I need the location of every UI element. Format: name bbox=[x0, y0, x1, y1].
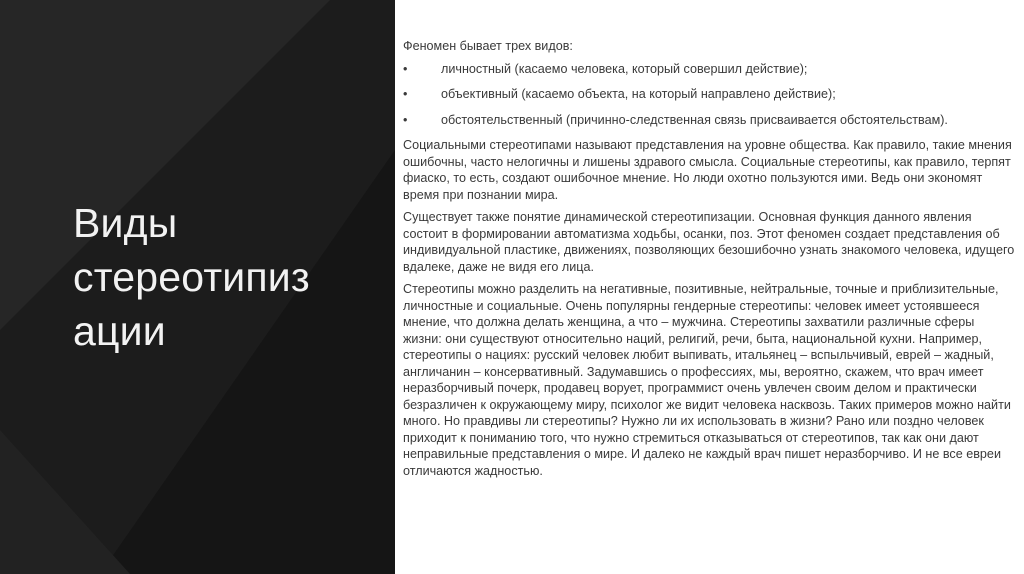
list-item bbox=[403, 112, 1015, 129]
list-item-text: объективный (касаемо объекта, на который направлено действие); bbox=[441, 87, 836, 101]
paragraph-social-stereotypes: Социальными стереотипами называют представления на уровне общества. Как правило, такие мнения ошибочны, часто нелогичны и лишены здравого смысла. Социальные стереотипы, как правило, терпят фиаско, то есть, создают ошибочное мнение. Но люди охотно пользуются ими. Ведь они экономят время при познании мира. bbox=[403, 138, 1012, 202]
title-line-1: Виды bbox=[73, 200, 178, 246]
slide-title bbox=[73, 196, 383, 358]
title-line-3: ации bbox=[73, 308, 166, 354]
title-line-2: стереотипиз bbox=[73, 254, 310, 300]
paragraph-dynamic-stereotyping: Существует также понятие динамической стереотипизации. Основная функция данного явления состоит в формировании автоматизма ходьбы, осанки, поз. Этот феномен создает представления об индивидуальной пластике, движениях, позволяющих безошибочно узнать знакомого человека, идущего вдалеке, даже не видя его лица. bbox=[403, 210, 1015, 274]
intro-text: Феномен бывает трех видов: bbox=[403, 39, 573, 53]
paragraph-stereotype-types: Стереотипы можно разделить на негативные, позитивные, нейтральные, точные и приблизительные, личностные и социальные. Очень популярны гендерные стереотипы: человек имеет устоявшееся мнение, что должна делать женщина, а что – мужчина. Стереотипы захватили различные сферы жизни: они существуют относительно наций, религий, речи, быта, национальной кухни. Например, стереотипы о нациях: русский человек любит выпивать, итальянец – вспыльчивый, еврей – жадный, англичанин – консервативный. Задумавшись о профессиях, мы, вероятно, скажем, что врач имеет неразборчивый почерк, продавец ворует, программист очень увлечен своим делом и практически безразличен к окружающему миру, психолог же видит человека насквозь. Таких примеров можно найти много. Но правдивы ли стереотипы? Нужно ли их использовать в жизни? Рано или поздно человек приходит к пониманию того, что нужно стремиться отказываться от стереотипов, так как они дают неправильные представления о мире. И далеко не каждый врач пишет неразборчиво. И не все евреи отличаются жадностью. bbox=[403, 282, 1011, 478]
list-item bbox=[403, 61, 1015, 78]
title-panel bbox=[0, 0, 395, 574]
bullet-dot-icon: • bbox=[403, 112, 408, 127]
list-item-text: обстоятельственный (причинно-следственная связь присваивается обстоятельствам). bbox=[441, 112, 948, 127]
phenomenon-types-list bbox=[403, 61, 1015, 129]
list-item-text: личностный (касаемо человека, который совершил действие); bbox=[441, 61, 808, 76]
list-item bbox=[403, 86, 1015, 103]
bullet-dot-icon: • bbox=[403, 87, 408, 101]
bullet-dot-icon: • bbox=[403, 61, 408, 76]
content-panel bbox=[403, 38, 1015, 485]
